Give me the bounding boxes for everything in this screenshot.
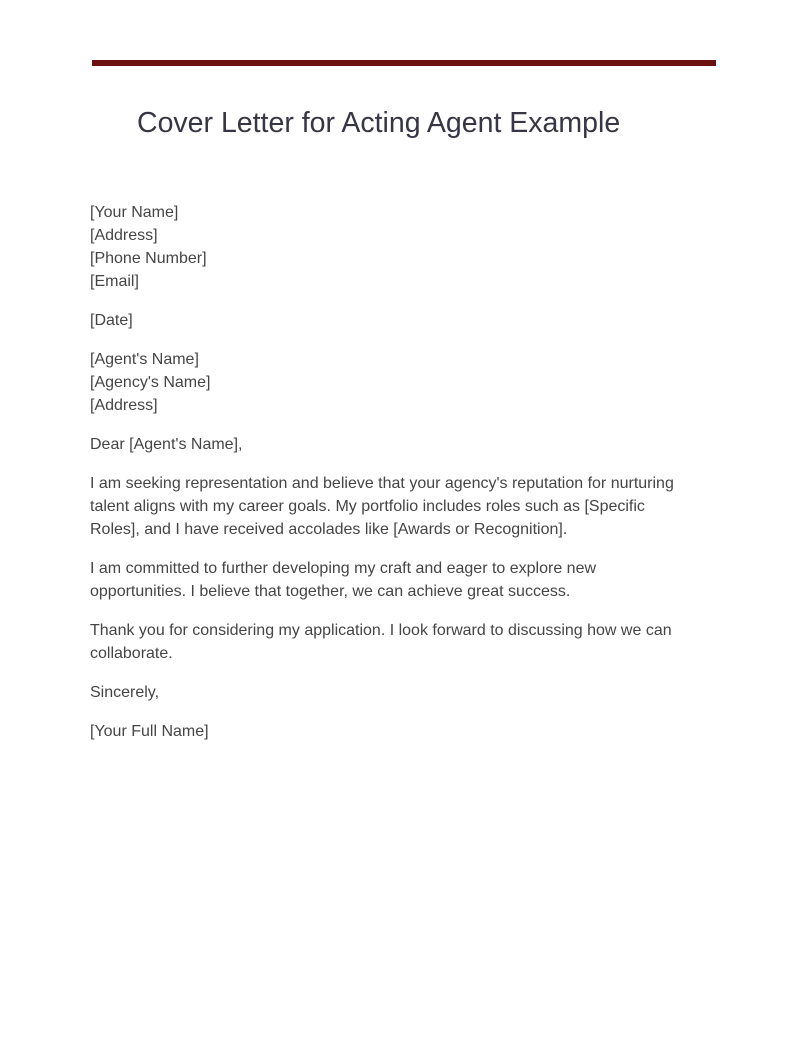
recipient-block bbox=[90, 348, 690, 417]
letter-body bbox=[90, 201, 690, 759]
sender-phone: [Phone Number] bbox=[90, 250, 207, 267]
document-title: Cover Letter for Acting Agent Example bbox=[137, 107, 621, 139]
date-block bbox=[90, 309, 690, 332]
sender-address: [Address] bbox=[90, 227, 158, 244]
body-paragraph-2: I am committed to further developing my craft and eager to explore new opportunities. I believe that together, we can achieve great success. bbox=[90, 560, 597, 600]
closing: Sincerely, bbox=[90, 684, 160, 701]
header-rule bbox=[92, 60, 716, 66]
body-paragraph-1: I am seeking representation and believe that your agency's reputation for nurturing talent aligns with my career goals. My portfolio includes roles such as [Specific Roles], and I have received accolades like [Awards or Recognition]. bbox=[90, 475, 674, 538]
salutation: Dear [Agent's Name], bbox=[90, 436, 243, 453]
recipient-agency: [Agency's Name] bbox=[90, 374, 211, 391]
body-paragraph-3: Thank you for considering my application. I look forward to discussing how we can collaborate. bbox=[90, 622, 672, 662]
recipient-address: [Address] bbox=[90, 397, 158, 414]
sender-name: [Your Name] bbox=[90, 204, 179, 221]
signature: [Your Full Name] bbox=[90, 723, 209, 740]
recipient-name: [Agent's Name] bbox=[90, 351, 199, 368]
sender-email: [Email] bbox=[90, 273, 139, 290]
letter-date: [Date] bbox=[90, 312, 133, 329]
sender-block bbox=[90, 201, 690, 293]
